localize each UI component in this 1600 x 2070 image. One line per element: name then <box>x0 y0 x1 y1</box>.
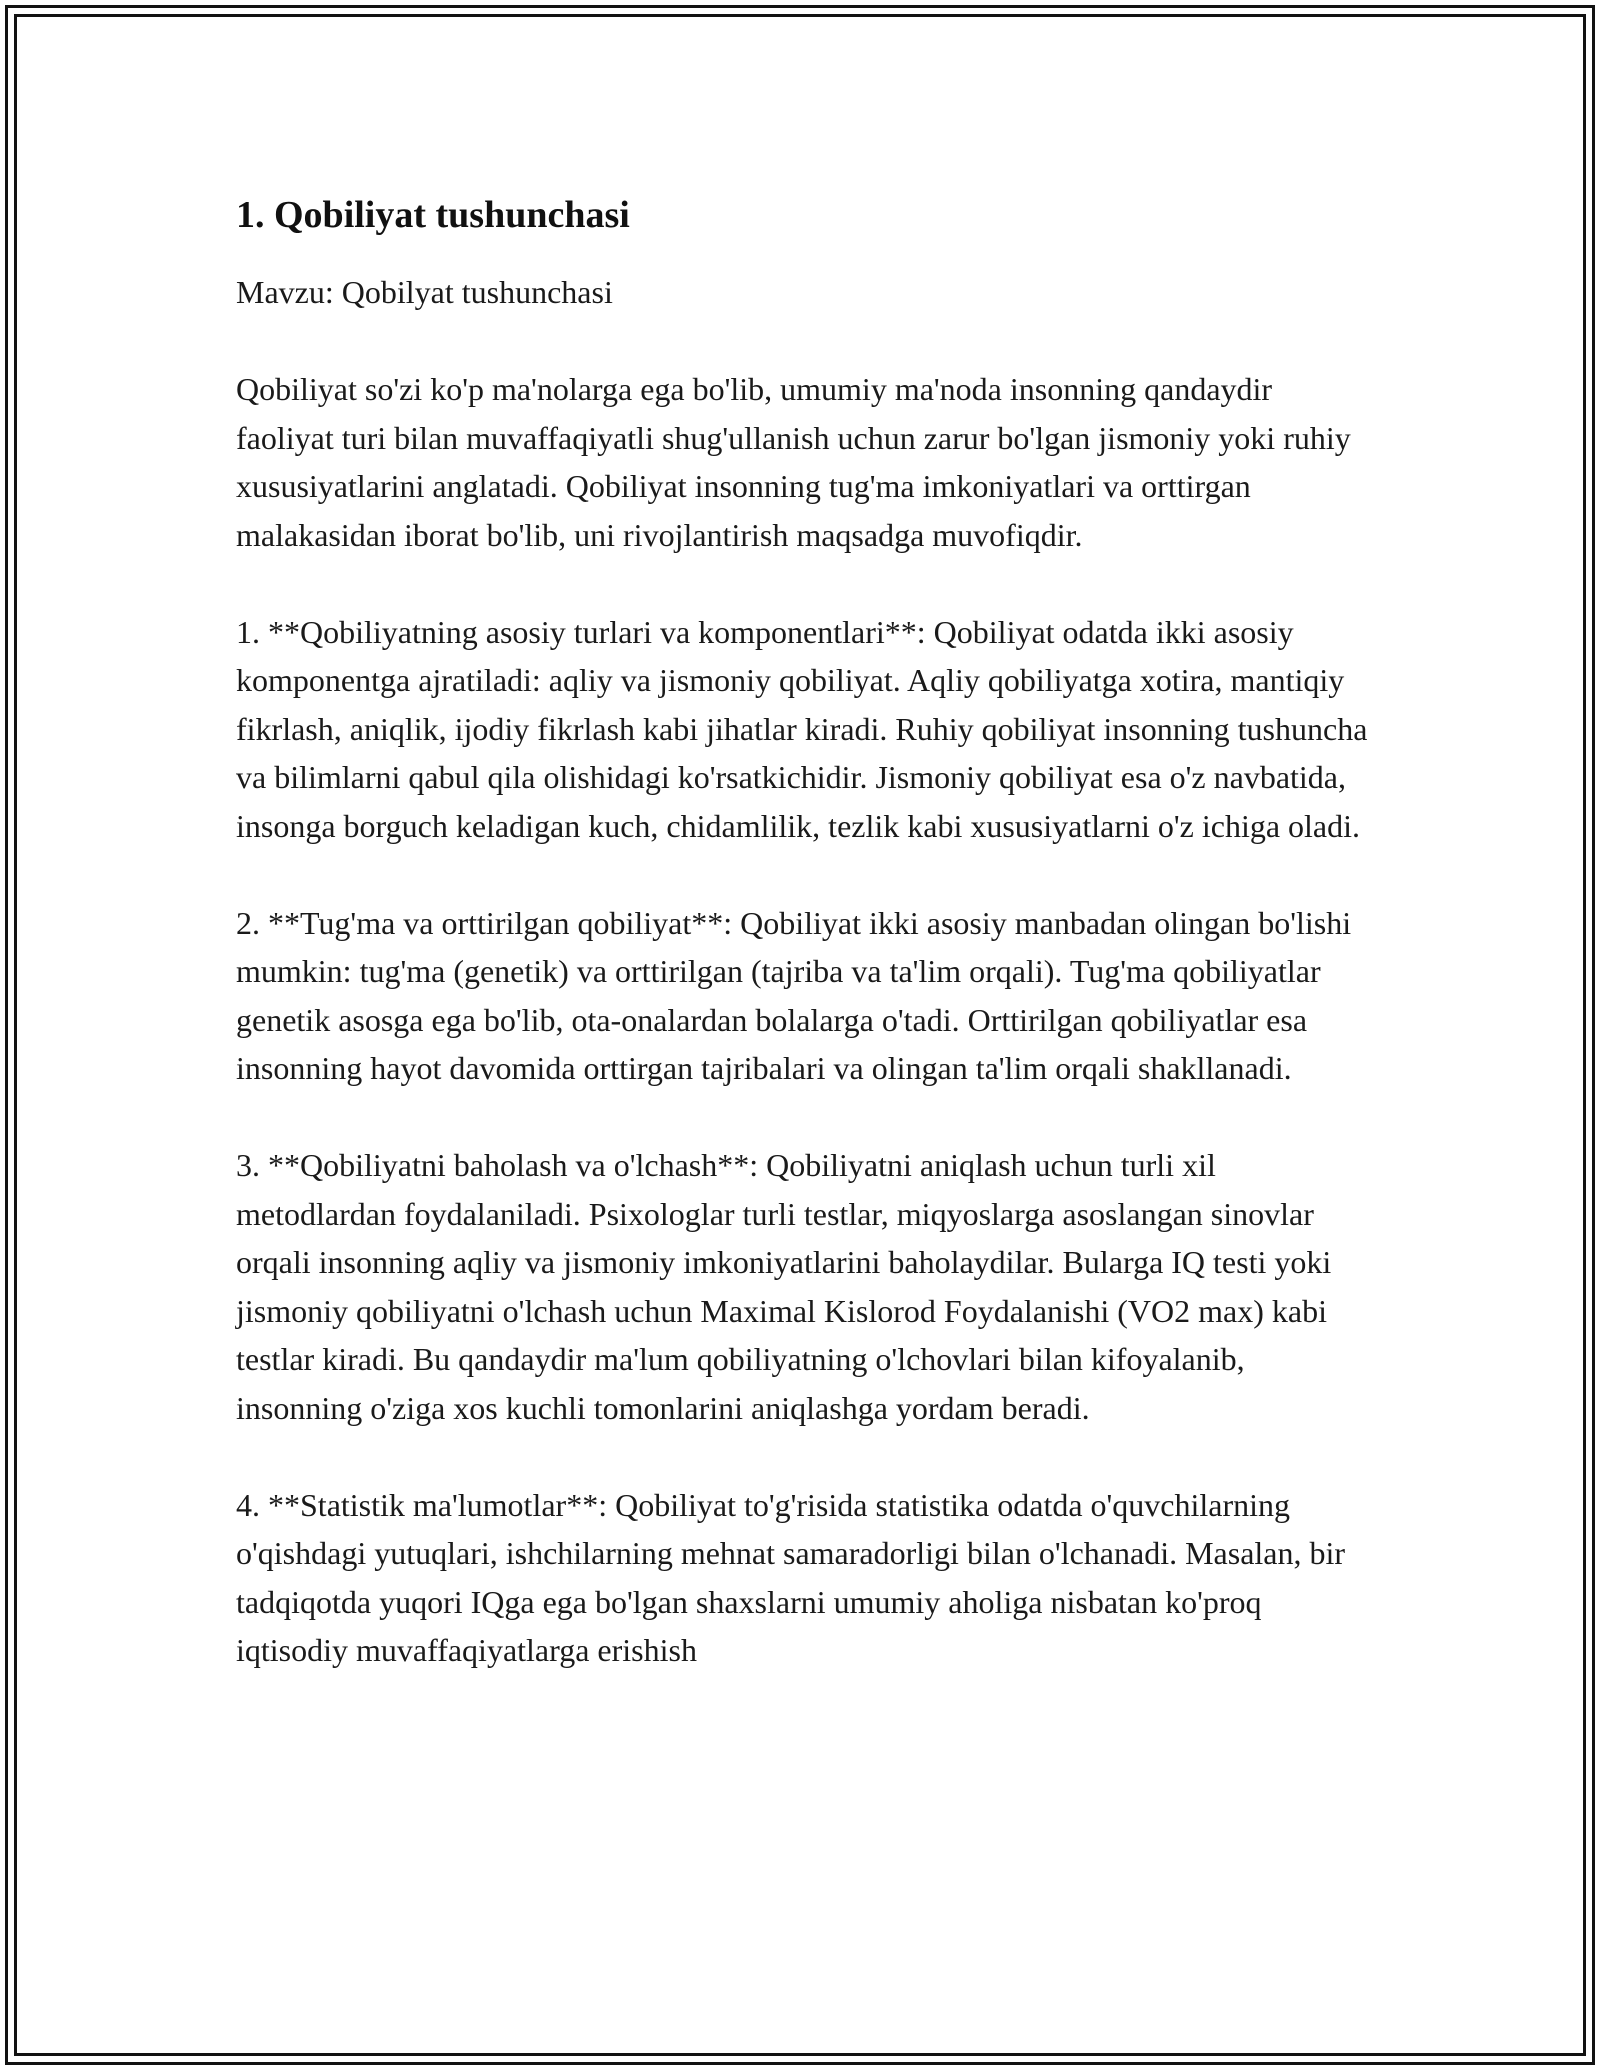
paragraph-section-1: 1. **Qobiliyatning asosiy turlari va komponentlari**: Qobiliyat odatda ikki asosiy komponentga ajratiladi: aqliy va jismoniy qobiliyat. Aqliy qobiliyatga xotira, mantiqiy fikrlash, aniqlik, ijodiy fikrlash kabi jihatlar kiradi. Ruhiy qobiliyat insonning tushuncha va bilimlarni qabul qila olishidagi ko'rsatkichidir. Jismoniy qobiliyat esa o'z navbatida, insonga borguch keladigan kuch, chidamlilik, tezlik kabi xususiyatlarni o'z ichiga oladi. <box>236 613 1368 844</box>
paragraph-section-3: 3. **Qobiliyatni baholash va o'lchash**: Qobiliyatni aniqlash uchun turli xil metodlardan foydalaniladi. Psixologlar turli testlar, miqyoslarga asoslangan sinovlar orqali insonning aqliy va jismoniy imkoniyatlarini baholaydilar. Bularga IQ testi yoki jismoniy qobiliyatni o'lchash uchun Maximal Kislorod Foydalanishi (VO2 max) kabi testlar kiradi. Bu qandaydir ma'lum qobiliyatning o'lchovlari bilan kifoyalanib, insonning o'ziga xos kuchli tomonlarini aniqlashga yordam beradi. <box>236 1147 1332 1426</box>
document-title: 1. Qobiliyat tushunchasi <box>236 194 630 236</box>
paragraph-intro: Qobiliyat so'zi ko'p ma'nolarga ega bo'lib, umumiy ma'noda insonning qandaydir faoliyat turi bilan muvaffaqiyatli shug'ullanish uchun zarur bo'lgan jismoniy yoki ruhiy xususiyatlarini anglatadi. Qobiliyat insonning tug'ma imkoniyatlari va orttirgan malakasidan iborat bo'lib, uni rivojlantirish maqsadga muvofiqdir. <box>236 371 1351 553</box>
paragraph-section-2: 2. **Tug'ma va orttirilgan qobiliyat**: Qobiliyat ikki asosiy manbadan olingan bo'lishi mumkin: tug'ma (genetik) va orttirilgan (tajriba va ta'lim orqali). Tug'ma qobiliyatlar genetik asosga ega bo'lib, ota-onalardan bolalarga o'tadi. Orttirilgan qobiliyatlar esa insonning hayot davomida orttirgan tajribalari va olingan ta'lim orqali shakllanadi. <box>236 904 1352 1086</box>
paragraph-section-4: 4. **Statistik ma'lumotlar**: Qobiliyat to'g'risida statistika odatda o'quvchilarning o'qishdagi yutuqlari, ishchilarning mehnat samaradorligi bilan o'lchanadi. Masalan, bir tadqiqotda yuqori IQga ega bo'lgan shaxslarni umumiy aholiga nisbatan ko'proq iqtisodiy muvaffaqiyatlarga erishish <box>236 1486 1346 1668</box>
document-body <box>236 186 1376 1723</box>
document-subject: Mavzu: Qobilyat tushunchasi <box>236 274 613 310</box>
